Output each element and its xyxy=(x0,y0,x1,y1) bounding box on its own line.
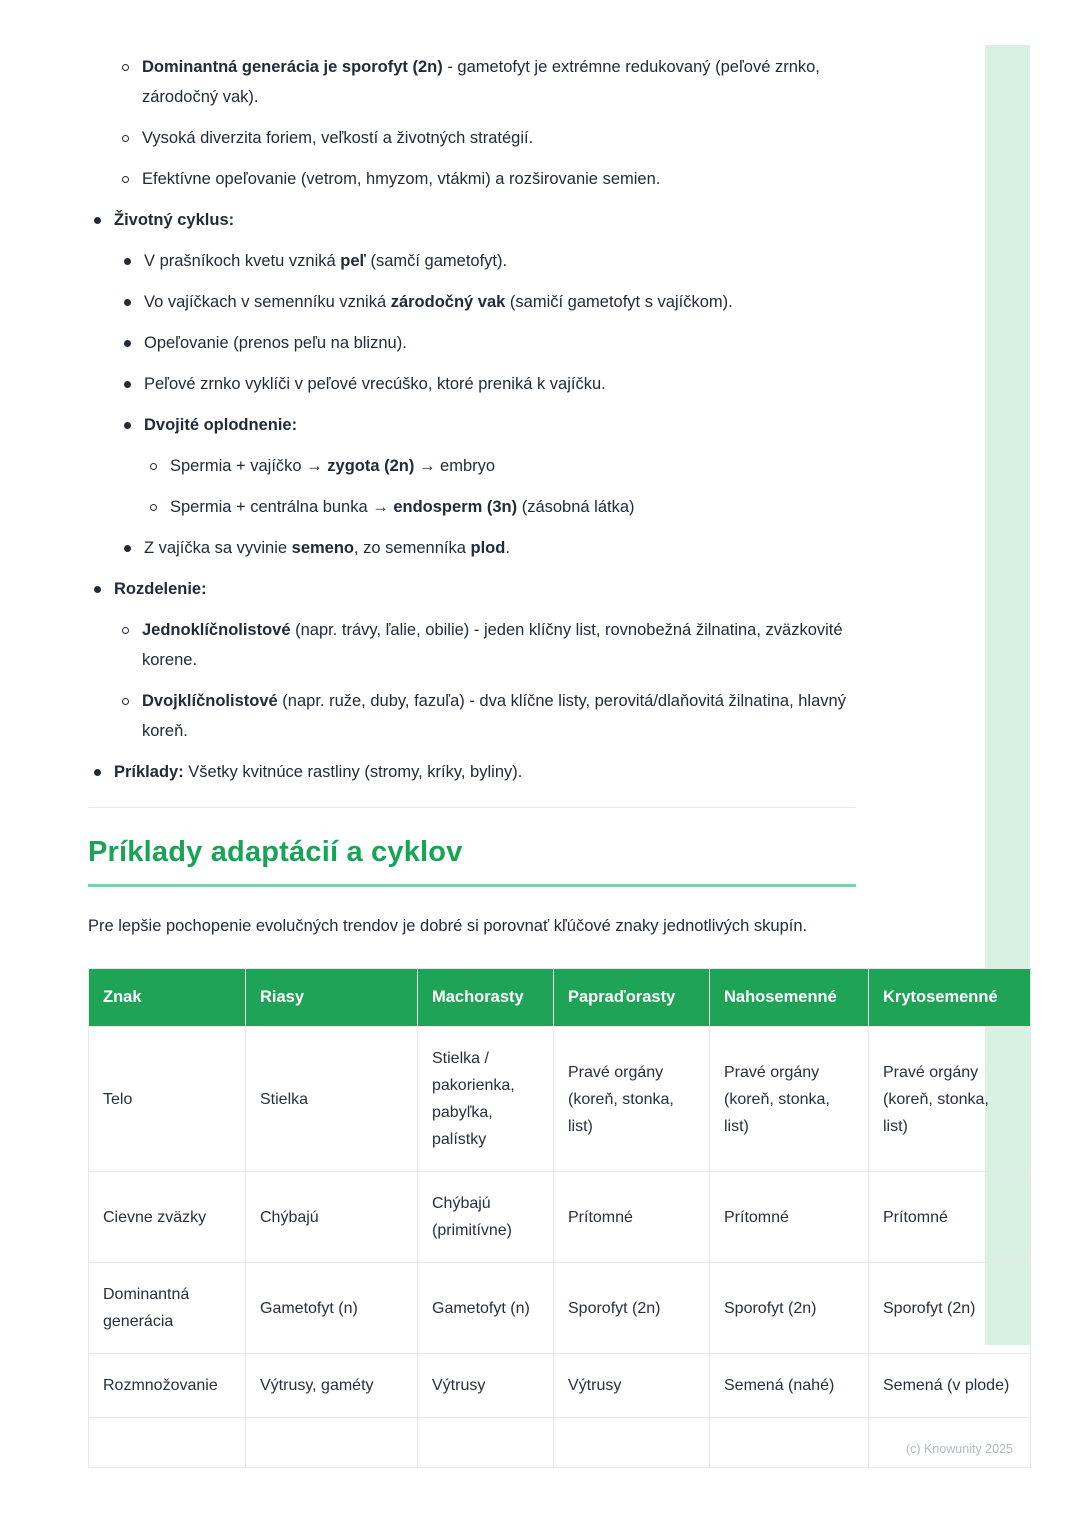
circle-bullet-icon xyxy=(150,504,157,511)
disc-bullet-icon xyxy=(124,299,131,306)
circle-bullet-icon xyxy=(122,698,129,705)
disc-bullet-icon xyxy=(94,769,101,776)
table-cell: Prítomné xyxy=(710,1172,869,1263)
table-row-partial xyxy=(89,1418,1031,1468)
text-segment: Spermia + vajíčko → xyxy=(170,457,328,475)
text-segment: Jednoklíčnolistové xyxy=(142,621,291,639)
table-cell: Gametofyt (n) xyxy=(418,1263,554,1354)
table-cell: Stielka xyxy=(246,1027,418,1172)
text-segment: Rozdelenie: xyxy=(114,580,207,598)
list-item-text xyxy=(144,246,856,276)
table-header-cell: Riasy xyxy=(246,969,418,1027)
disc-bullet-icon xyxy=(124,422,131,429)
list-item xyxy=(122,686,856,746)
list-item xyxy=(122,615,856,675)
text-segment: Vysoká diverzita foriem, veľkostí a životných stratégií. xyxy=(142,129,534,147)
table-cell: Pravé orgány (koreň, stonka, list) xyxy=(869,1027,1031,1172)
table-cell xyxy=(246,1418,418,1468)
comparison-table xyxy=(88,968,1031,1468)
list-item xyxy=(124,328,856,358)
table-cell: Výtrusy xyxy=(418,1354,554,1418)
circle-bullet-icon xyxy=(122,627,129,634)
text-segment: (zásobná látka) xyxy=(517,498,635,516)
table-cell: Rozmnožovanie xyxy=(89,1354,246,1418)
list-item-text xyxy=(170,492,856,522)
section-heading: Príklady adaptácií a cyklov xyxy=(88,836,463,868)
text-segment: (samičí gametofyt s vajíčkom). xyxy=(505,293,733,311)
table-cell: Výtrusy, gaméty xyxy=(246,1354,418,1418)
list-item-text xyxy=(144,410,856,440)
table-cell: Sporofyt (2n) xyxy=(554,1263,710,1354)
text-segment: V prašníkoch kvetu vzniká xyxy=(144,252,341,270)
table-cell: Chýbajú xyxy=(246,1172,418,1263)
table-cell: Prítomné xyxy=(554,1172,710,1263)
text-segment: Efektívne opeľovanie (vetrom, hmyzom, vtákmi) a rozširovanie semien. xyxy=(142,170,661,188)
text-segment: (samčí gametofyt). xyxy=(365,252,508,270)
list-item-text xyxy=(142,615,856,675)
text-segment: - gametofyt je extrémne redukovaný (peľové zrnko, zárodočný vak). xyxy=(142,58,820,106)
circle-bullet-icon xyxy=(122,176,129,183)
table-cell: Semená (v plode) xyxy=(869,1354,1031,1418)
list-item-text xyxy=(144,328,856,358)
list-item xyxy=(122,123,856,153)
text-segment: . xyxy=(505,539,510,557)
list-item-double-fertilization-title xyxy=(124,410,856,440)
list-item-text xyxy=(142,164,856,194)
table-cell: Stielka / pakorienka, pabyľka, palístky xyxy=(418,1027,554,1172)
list-item-text xyxy=(144,533,856,563)
disc-bullet-icon xyxy=(124,340,131,347)
intro-paragraph: Pre lepšie pochopenie evolučných trendov je dobré si porovnať kľúčové znaky jednotlivých skupín. xyxy=(88,917,808,935)
copyright-footer: (c) Knowunity 2025 xyxy=(905,1442,1013,1456)
list-item-text xyxy=(142,123,856,153)
text-segment: semeno xyxy=(291,539,354,557)
list-item xyxy=(122,164,856,194)
text-segment: → embryo xyxy=(414,457,496,475)
text-segment: Príklady: xyxy=(114,763,184,781)
text-segment: Dominantná generácia je sporofyt (2n) xyxy=(142,58,443,76)
list-item-division-title xyxy=(94,574,856,604)
table-cell: Pravé orgány (koreň, stonka, list) xyxy=(554,1027,710,1172)
table-header xyxy=(89,969,1031,1027)
list-item-examples xyxy=(94,757,856,787)
text-segment: Peľové zrnko vyklíči v peľové vrecúško, ktoré preniká k vajíčku. xyxy=(144,375,606,393)
text-segment: zygota (2n) xyxy=(327,457,415,475)
disc-bullet-icon xyxy=(124,545,131,552)
disc-bullet-icon xyxy=(124,381,131,388)
list-item xyxy=(150,492,856,522)
text-segment: , zo semenníka xyxy=(354,539,471,557)
list-item xyxy=(124,246,856,276)
section-divider xyxy=(88,807,856,808)
text-segment: endosperm (3n) xyxy=(393,498,518,516)
text-segment: Dvojité oplodnenie: xyxy=(144,416,298,434)
list-item xyxy=(124,287,856,317)
heading-underline xyxy=(88,884,856,887)
list-item xyxy=(150,451,856,481)
table-cell: Sporofyt (2n) xyxy=(869,1263,1031,1354)
table-header-cell: Krytosemenné xyxy=(869,969,1031,1027)
text-segment: (napr. ruže, duby, fazuľa) - dva klíčne listy, perovitá/dlaňovitá žilnatina, hlavný koreň. xyxy=(142,692,846,740)
text-segment: Vo vajíčkach v semenníku vzniká xyxy=(144,293,391,311)
circle-bullet-icon xyxy=(150,463,157,470)
list-item-text xyxy=(142,52,856,112)
table-cell: Chýbajú (primitívne) xyxy=(418,1172,554,1263)
table-cell xyxy=(554,1418,710,1468)
text-segment: Opeľovanie (prenos peľu na bliznu). xyxy=(144,334,407,352)
list-item-text xyxy=(144,287,856,317)
list-item xyxy=(124,533,856,563)
text-segment: (napr. trávy, ľalie, obilie) - jeden klíčny list, rovnobežná žilnatina, zväzkovité korene. xyxy=(142,621,843,669)
disc-bullet-icon xyxy=(94,586,101,593)
table-row xyxy=(89,1172,1031,1263)
disc-bullet-icon xyxy=(94,217,101,224)
list-item xyxy=(122,52,856,112)
list-item-text xyxy=(114,757,856,787)
table-header-cell: Nahosemenné xyxy=(710,969,869,1027)
text-segment: Spermia + centrálna bunka → xyxy=(170,498,394,516)
table-cell: Semená (nahé) xyxy=(710,1354,869,1418)
table-row xyxy=(89,1354,1031,1418)
table-cell: Prítomné xyxy=(869,1172,1031,1263)
table-header-row xyxy=(89,969,1031,1027)
text-segment: Dvojklíčnolistové xyxy=(142,692,278,710)
text-segment: Životný cyklus: xyxy=(114,211,235,229)
list-item-text xyxy=(170,451,856,481)
circle-bullet-icon xyxy=(122,64,129,71)
list-item-life-cycle-title xyxy=(94,205,856,235)
circle-bullet-icon xyxy=(122,135,129,142)
list-item-text xyxy=(144,369,856,399)
list-item-text xyxy=(114,205,856,235)
table-row xyxy=(89,1263,1031,1354)
table-cell: Pravé orgány (koreň, stonka, list) xyxy=(710,1027,869,1172)
list-item-text xyxy=(114,574,856,604)
table-header-cell: Papraďorasty xyxy=(554,969,710,1027)
table-cell xyxy=(89,1418,246,1468)
table-cell xyxy=(418,1418,554,1468)
table-cell: Cievne zväzky xyxy=(89,1172,246,1263)
table-header-cell: Machorasty xyxy=(418,969,554,1027)
text-segment: plod xyxy=(470,539,506,557)
table-body xyxy=(89,1027,1031,1468)
list-item-text xyxy=(142,686,856,746)
table-row xyxy=(89,1027,1031,1172)
table-cell: Gametofyt (n) xyxy=(246,1263,418,1354)
text-segment: zárodočný vak xyxy=(390,293,506,311)
text-segment: peľ xyxy=(340,252,366,270)
table-cell xyxy=(710,1418,869,1468)
table-header-cell: Znak xyxy=(89,969,246,1027)
disc-bullet-icon xyxy=(124,258,131,265)
table-cell: Výtrusy xyxy=(554,1354,710,1418)
list-item xyxy=(124,369,856,399)
notes-list xyxy=(88,52,856,787)
table-cell: Telo xyxy=(89,1027,246,1172)
text-segment: Z vajíčka sa vyvinie xyxy=(144,539,292,557)
table-cell: Dominantná generácia xyxy=(89,1263,246,1354)
text-segment: Všetky kvitnúce rastliny (stromy, kríky, byliny). xyxy=(183,763,523,781)
table-cell: Sporofyt (2n) xyxy=(710,1263,869,1354)
